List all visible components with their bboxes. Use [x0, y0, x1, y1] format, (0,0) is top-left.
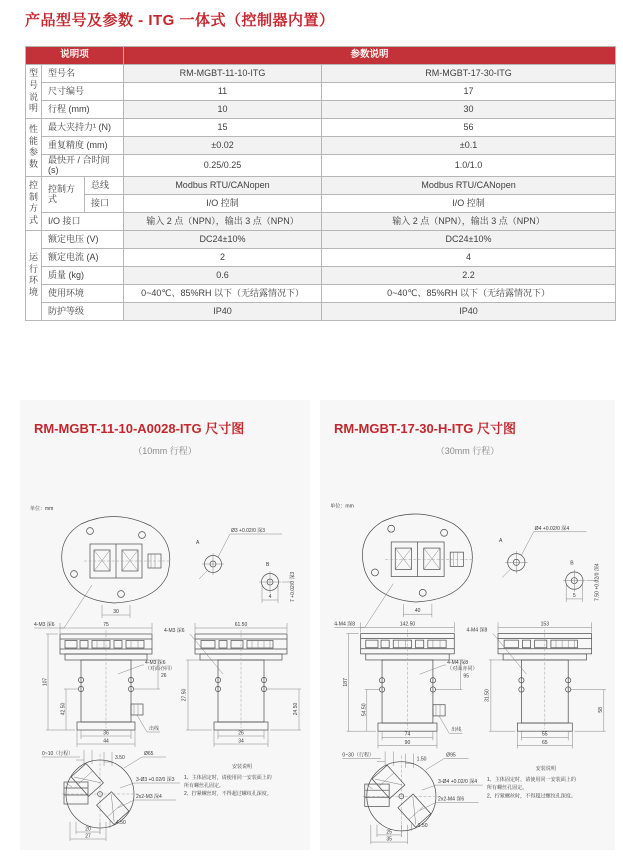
side-screws-label: 4-M4 深8 [466, 627, 488, 634]
dimension-card-right [320, 400, 615, 850]
front-height-dim: 187 [342, 678, 349, 687]
bottom-dim1: 25 [386, 829, 393, 836]
header-spec-item: 说明项 [26, 47, 124, 65]
detail-b-spec: 7 +0.02/0 深3 [290, 571, 296, 602]
detail-a-letter: A [196, 540, 200, 546]
front-bottom2-dim: 90 [404, 739, 411, 746]
table-row [26, 248, 616, 266]
page-title: 产品型号及参数 - ITG 一体式（控制器内置） [25, 12, 335, 29]
row-label: 最大夹持力¹ (N) [42, 119, 124, 137]
value-cell: 56 [322, 119, 616, 137]
table-row [26, 302, 616, 320]
front-view [60, 630, 152, 730]
value-cell: 10 [124, 101, 322, 119]
detail-a [196, 527, 282, 579]
install-note-line: 所有螺丝孔固定。 [486, 785, 528, 792]
drawing-area [320, 476, 615, 848]
detail-b-width: 5 [572, 592, 576, 599]
install-note-line: 1、主体固定时，请使用同一安装面上的 [184, 775, 272, 781]
side-bottom2-dim: 34 [238, 738, 244, 745]
front-right-dim: 26 [161, 673, 167, 679]
front-width-dim: 75 [103, 622, 109, 628]
front-view [361, 629, 455, 731]
spec-table [25, 46, 616, 321]
row-label: I/O 接口 [42, 212, 124, 230]
table-row [26, 194, 616, 212]
front-screws-label: 4-M4 深8 [447, 660, 469, 667]
row-label: 尺寸编号 [42, 83, 124, 101]
row-label: 控制方式 [42, 176, 85, 212]
install-note-line: 2、拧紧螺丝时，不得超过螺纹孔深度。 [184, 791, 272, 797]
install-notes-title: 安装说明 [231, 764, 253, 770]
table-header-row [26, 47, 616, 65]
value-cell: 0.6 [124, 266, 322, 284]
top-view-dims [34, 585, 130, 628]
table-row [26, 83, 616, 101]
value-cell: 0.25/0.25 [124, 155, 322, 177]
table-row [26, 137, 616, 155]
detail-b [563, 560, 601, 602]
front-height-dim: 107 [42, 677, 49, 687]
value-cell: 2 [124, 248, 322, 266]
front-screws-note: （对面亦同） [145, 666, 176, 672]
value-cell: DC24±10% [124, 230, 322, 248]
side-width-dim: 61.50 [234, 622, 248, 628]
front-height2-dim: 54.50 [361, 703, 368, 717]
row-label: 行程 (mm) [42, 101, 124, 119]
stroke-label: 0~30（行程） [342, 752, 375, 759]
detail-a-spec: Ø3 +0.02/0 深3 [231, 528, 266, 534]
side-width-dim: 153 [540, 621, 550, 628]
offset-dim: 1.50 [416, 756, 427, 763]
front-screws-note: （对面亦同） [447, 666, 478, 673]
value-cell: ±0.02 [124, 137, 322, 155]
value-cell: 输入 2 点（NPN），输出 3 点（NPN） [322, 212, 616, 230]
row-label: 使用环境 [42, 284, 124, 302]
top-view-dims [334, 584, 432, 628]
install-notes [184, 763, 272, 797]
table-row [26, 230, 616, 248]
table-row [26, 284, 616, 302]
value-cell: 0~40℃、85%RH 以下（无结露情况下） [322, 284, 616, 302]
value-cell: RM-MGBT-11-10-ITG [124, 65, 322, 83]
side-bottom2-dim: 65 [541, 739, 548, 746]
detail-b [259, 562, 296, 603]
cable-label: 出线 [149, 726, 160, 732]
value-cell: 15 [124, 119, 322, 137]
side-right-dim: 58 [597, 706, 604, 713]
group-environment: 运行环境 [26, 230, 42, 320]
value-cell: 2.2 [322, 266, 616, 284]
side-right-dim: 24.50 [293, 702, 299, 716]
group-model: 型号说明 [26, 65, 42, 119]
front-width-dim: 142.50 [399, 621, 416, 628]
value-cell: IP40 [322, 302, 616, 320]
value-cell: RM-MGBT-17-30-ITG [322, 65, 616, 83]
offset-dim: 3.50 [115, 755, 125, 761]
diameter-label: Ø95 [446, 752, 456, 759]
top-width-dim: 40 [414, 608, 421, 615]
install-notes-title: 安装说明 [535, 765, 556, 772]
unit-label: 单位：mm [30, 506, 54, 512]
unit-label: 单位：mm [330, 503, 354, 510]
dimension-drawing [20, 476, 310, 848]
row-label: 重复精度 (mm) [42, 137, 124, 155]
table-row [26, 119, 616, 137]
front-bottom2-dim: 44 [103, 738, 109, 745]
value-cell: 4 [322, 248, 616, 266]
screws-label: 2x2-M3 深4 [136, 794, 162, 800]
dimension-card-left [20, 400, 310, 850]
install-notes [487, 765, 576, 799]
front-screws-label: 4-M3 深6 [145, 660, 166, 666]
value-cell: Modbus RTU/CANopen [322, 176, 616, 194]
value-cell: Modbus RTU/CANopen [124, 176, 322, 194]
bottom-dim2: 35 [386, 836, 393, 843]
value-cell: I/O 控制 [124, 194, 322, 212]
row-sublabel: 总线 [85, 176, 124, 194]
detail-b-letter: B [570, 560, 574, 567]
front-right-dim: 95 [463, 673, 470, 680]
side-bottom1-dim: 55 [541, 731, 548, 738]
table-row [26, 266, 616, 284]
side-left-dim: 31.50 [484, 689, 491, 702]
value-cell: ±0.1 [322, 137, 616, 155]
top-view [62, 516, 170, 603]
group-control: 控制方式 [26, 176, 42, 230]
table-row [26, 155, 616, 177]
drawing-area [20, 476, 310, 848]
row-label: 防护等级 [42, 302, 124, 320]
side-view [498, 629, 592, 731]
value-cell: 0~40℃、85%RH 以下（无结露情况下） [124, 284, 322, 302]
row-sublabel: 接口 [85, 194, 124, 212]
row-label: 最快开 / 合时间 (s) [42, 155, 124, 177]
value-cell: 17 [322, 83, 616, 101]
front-bottom1-dim: 36 [103, 730, 109, 737]
value-cell: I/O 控制 [322, 194, 616, 212]
bottom-dim1: 20 [85, 826, 91, 833]
side-left-dim: 27.50 [181, 688, 188, 702]
row-label: 额定电压 (V) [42, 230, 124, 248]
value-cell: 输入 2 点（NPN），输出 3 点（NPN） [124, 212, 322, 230]
dimension-drawing [320, 476, 615, 848]
table-row [26, 176, 616, 194]
value-cell: 30 [322, 101, 616, 119]
group-performance: 性能参数 [26, 119, 42, 177]
install-note-line: 1、主体固定时，请使用同一安装面上的 [486, 777, 576, 784]
detail-a-spec: Ø4 +0.02/0 深4 [534, 525, 570, 532]
bottom-dim3: 1.50 [417, 822, 428, 829]
card-subtitle: （30mm 行程） [435, 446, 500, 456]
holes-label: 3-Ø4 +0.02/0 深4 [438, 779, 478, 786]
row-label: 额定电流 (A) [42, 248, 124, 266]
table-row [26, 212, 616, 230]
side-screws-label: 4-M3 深6 [164, 628, 185, 634]
detail-a-letter: A [499, 537, 503, 544]
top-screws-label: 4-M4 深8 [334, 621, 356, 628]
front-height2-dim: 42.50 [60, 702, 67, 716]
card-subtitle: （10mm 行程） [133, 446, 197, 456]
side-view [195, 630, 287, 730]
row-label: 质量 (kg) [42, 266, 124, 284]
detail-b-width: 4 [268, 594, 272, 600]
install-note-line: 2、拧紧螺丝时，不得超过螺纹孔深度。 [486, 793, 576, 800]
card-title: RM-MGBT-11-10-A0028-ITG 尺寸图 [34, 421, 245, 436]
side-bottom1-dim: 26 [238, 730, 244, 737]
detail-b-spec: 7.50 +0.02/0 深4 [594, 563, 601, 601]
stroke-label: 0~10（行程） [42, 751, 74, 757]
cable-label: 出线 [451, 727, 462, 734]
front-bottom1-dim: 74 [404, 731, 411, 738]
top-view [362, 514, 472, 602]
header-param-desc: 参数说明 [124, 47, 616, 65]
card-title: RM-MGBT-17-30-H-ITG 尺寸图 [334, 421, 517, 436]
value-cell: IP40 [124, 302, 322, 320]
value-cell: 1.0/1.0 [322, 155, 616, 177]
top-width-dim: 30 [113, 609, 119, 615]
table-row [26, 65, 616, 83]
value-cell: DC24±10% [322, 230, 616, 248]
detail-a [499, 525, 586, 578]
top-screws-label: 4-M3 深6 [34, 622, 55, 628]
install-note-line: 所有螺丝孔固定。 [184, 783, 225, 789]
diameter-label: Ø65 [144, 751, 154, 757]
table-row [26, 101, 616, 119]
value-cell: 11 [124, 83, 322, 101]
bottom-dim3: 4.50 [116, 820, 126, 826]
row-label: 型号名 [42, 65, 124, 83]
holes-label: 3-Ø3 +0.02/0 深3 [136, 777, 175, 783]
screws-label: 2x2-M4 深6 [438, 796, 465, 803]
detail-b-letter: B [266, 562, 270, 568]
bottom-dim2: 27 [85, 833, 91, 840]
